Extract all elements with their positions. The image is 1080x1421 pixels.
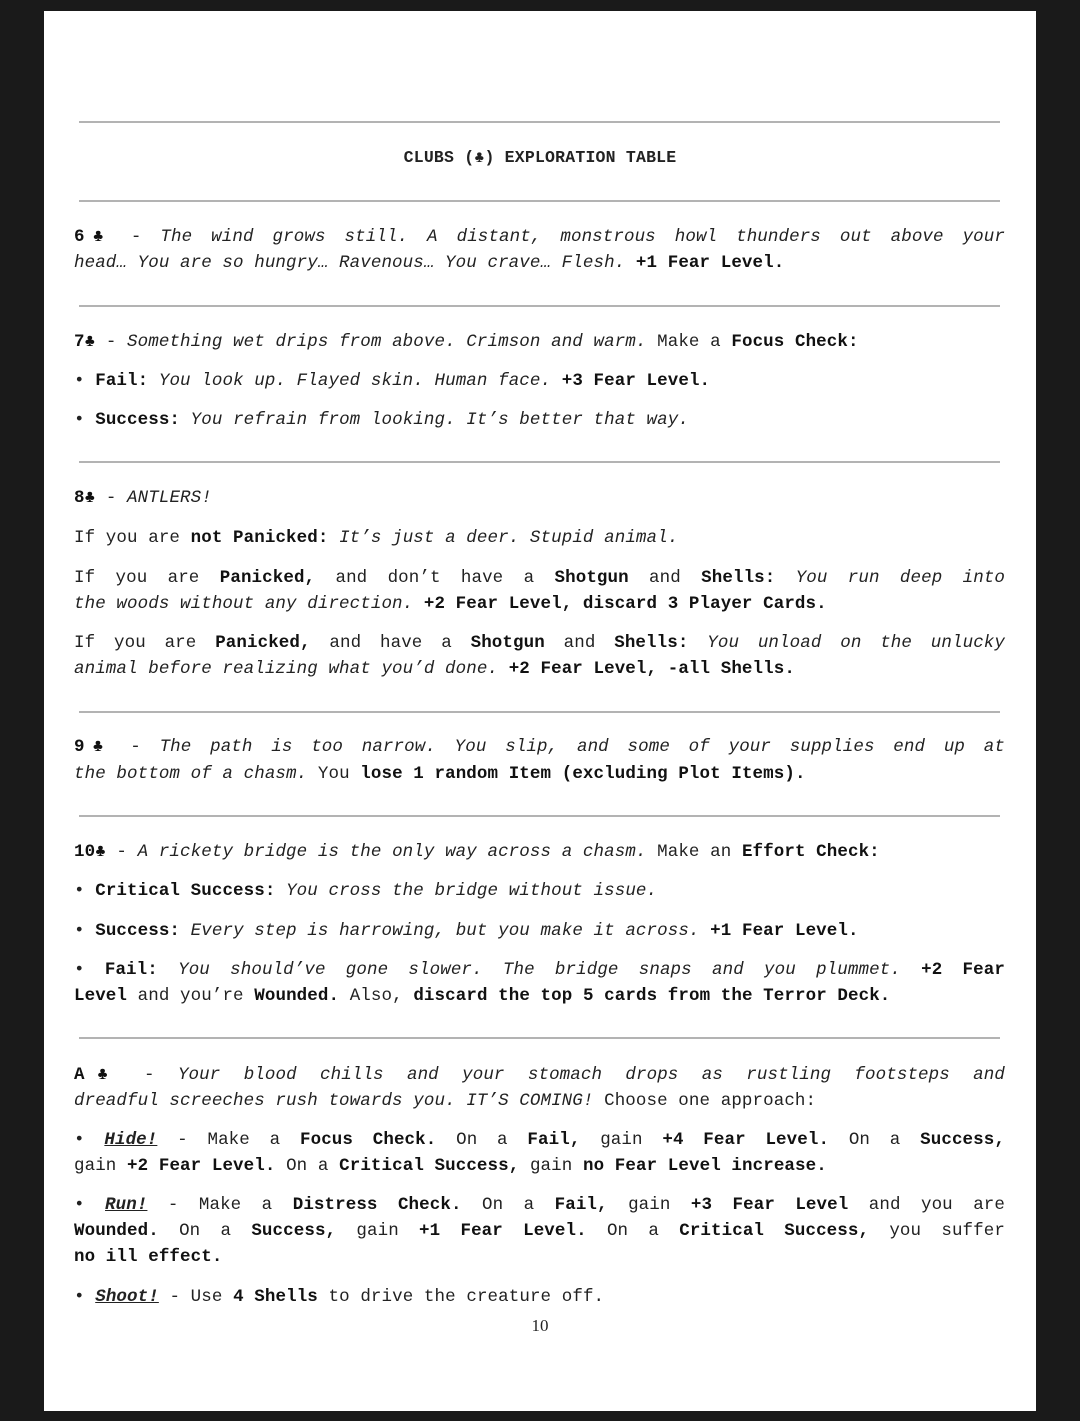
divider	[79, 200, 1000, 202]
entry-9-line-2: the bottom of a chasm. You lose 1 random Item (excluding Plot Items).	[74, 764, 806, 784]
page-title: CLUBS (♣) EXPLORATION TABLE	[403, 148, 677, 167]
bullet-icon: •	[74, 1195, 106, 1215]
entry-6-line-1: 6♣ - The wind grows still. A distant, monstrous howl thunders out above your	[74, 227, 1005, 247]
divider	[79, 1037, 1000, 1039]
divider	[79, 815, 1000, 817]
entry-7-fail: • Fail: You look up. Flayed skin. Human face. +3 Fear Level.	[74, 371, 711, 391]
entry-6-line-2: head… You are so hungry… Ravenous… You crave… Flesh. +1 Fear Level.	[74, 253, 785, 273]
entry-8-p3-line-2: animal before realizing what you’d done. +2 Fear Level, -all Shells.	[74, 659, 795, 679]
entry-7-success: • Success: You refrain from looking. It’s better that way.	[74, 410, 689, 430]
divider	[79, 121, 1000, 123]
bullet-icon: •	[74, 921, 96, 941]
entry-ace-hide-line-2: gain +2 Fear Level. On a Critical Success, gain no Fear Level increase.	[74, 1156, 827, 1176]
bullet-icon: •	[74, 410, 96, 430]
entry-8-p3-line-1: If you are Panicked, and have a Shotgun and Shells: You unload on the unlucky	[74, 633, 1006, 653]
entry-9-line-1: 9♣ - The path is too narrow. You slip, and some of your supplies end up at	[74, 737, 1005, 757]
entry-8-p1: If you are not Panicked: It’s just a deer. Stupid animal.	[74, 528, 679, 548]
entry-ace-hide-line-1: • Hide! - Make a Focus Check. On a Fail, gain +4 Fear Level. On a Success,	[74, 1130, 1005, 1150]
divider	[79, 305, 1000, 307]
entry-10-fail-line-2: Level and you’re Wounded. Also, discard the top 5 cards from the Terror Deck.	[74, 986, 891, 1006]
bullet-icon: •	[74, 960, 105, 980]
entry-8-line-1: 8♣ - ANTLERS!	[74, 488, 212, 508]
entry-10-line-1: 10♣ - A rickety bridge is the only way across a chasm. Make an Effort Check:	[74, 842, 880, 862]
entry-8-p2-line-1: If you are Panicked, and don’t have a Shotgun and Shells: You run deep into	[74, 568, 1006, 588]
document-page	[44, 11, 1036, 1411]
entry-10-critical: • Critical Success: You cross the bridge without issue.	[74, 881, 658, 901]
entry-ace-line-1: A♣ - Your blood chills and your stomach drops as rustling footsteps and	[74, 1065, 1005, 1085]
page-number: 10	[531, 1316, 549, 1335]
bullet-icon: •	[74, 1130, 105, 1150]
entry-ace-shoot: • Shoot! - Use 4 Shells to drive the creature off.	[74, 1287, 605, 1307]
bullet-icon: •	[74, 371, 96, 391]
entry-ace-run-line-3: no ill effect.	[74, 1247, 223, 1267]
divider	[79, 711, 1000, 713]
divider	[79, 461, 1000, 463]
entry-ace-run-line-1: • Run! - Make a Distress Check. On a Fail, gain +3 Fear Level and you are	[74, 1195, 1005, 1215]
entry-7-line-1: 7♣ - Something wet drips from above. Crimson and warm. Make a Focus Check:	[74, 332, 859, 352]
entry-8-p2-line-2: the woods without any direction. +2 Fear Level, discard 3 Player Cards.	[74, 594, 827, 614]
entry-ace-line-2: dreadful screeches rush towards you. IT’S COMING! Choose one approach:	[74, 1091, 817, 1111]
bullet-icon: •	[74, 881, 96, 901]
entry-ace-run-line-2: Wounded. On a Success, gain +1 Fear Level. On a Critical Success, you suffer	[74, 1221, 1005, 1241]
entry-10-fail-line-1: • Fail: You should’ve gone slower. The bridge snaps and you plummet. +2 Fear	[74, 960, 1005, 980]
bullet-icon: •	[74, 1287, 96, 1307]
entry-10-success: • Success: Every step is harrowing, but you make it across. +1 Fear Level.	[74, 921, 859, 941]
